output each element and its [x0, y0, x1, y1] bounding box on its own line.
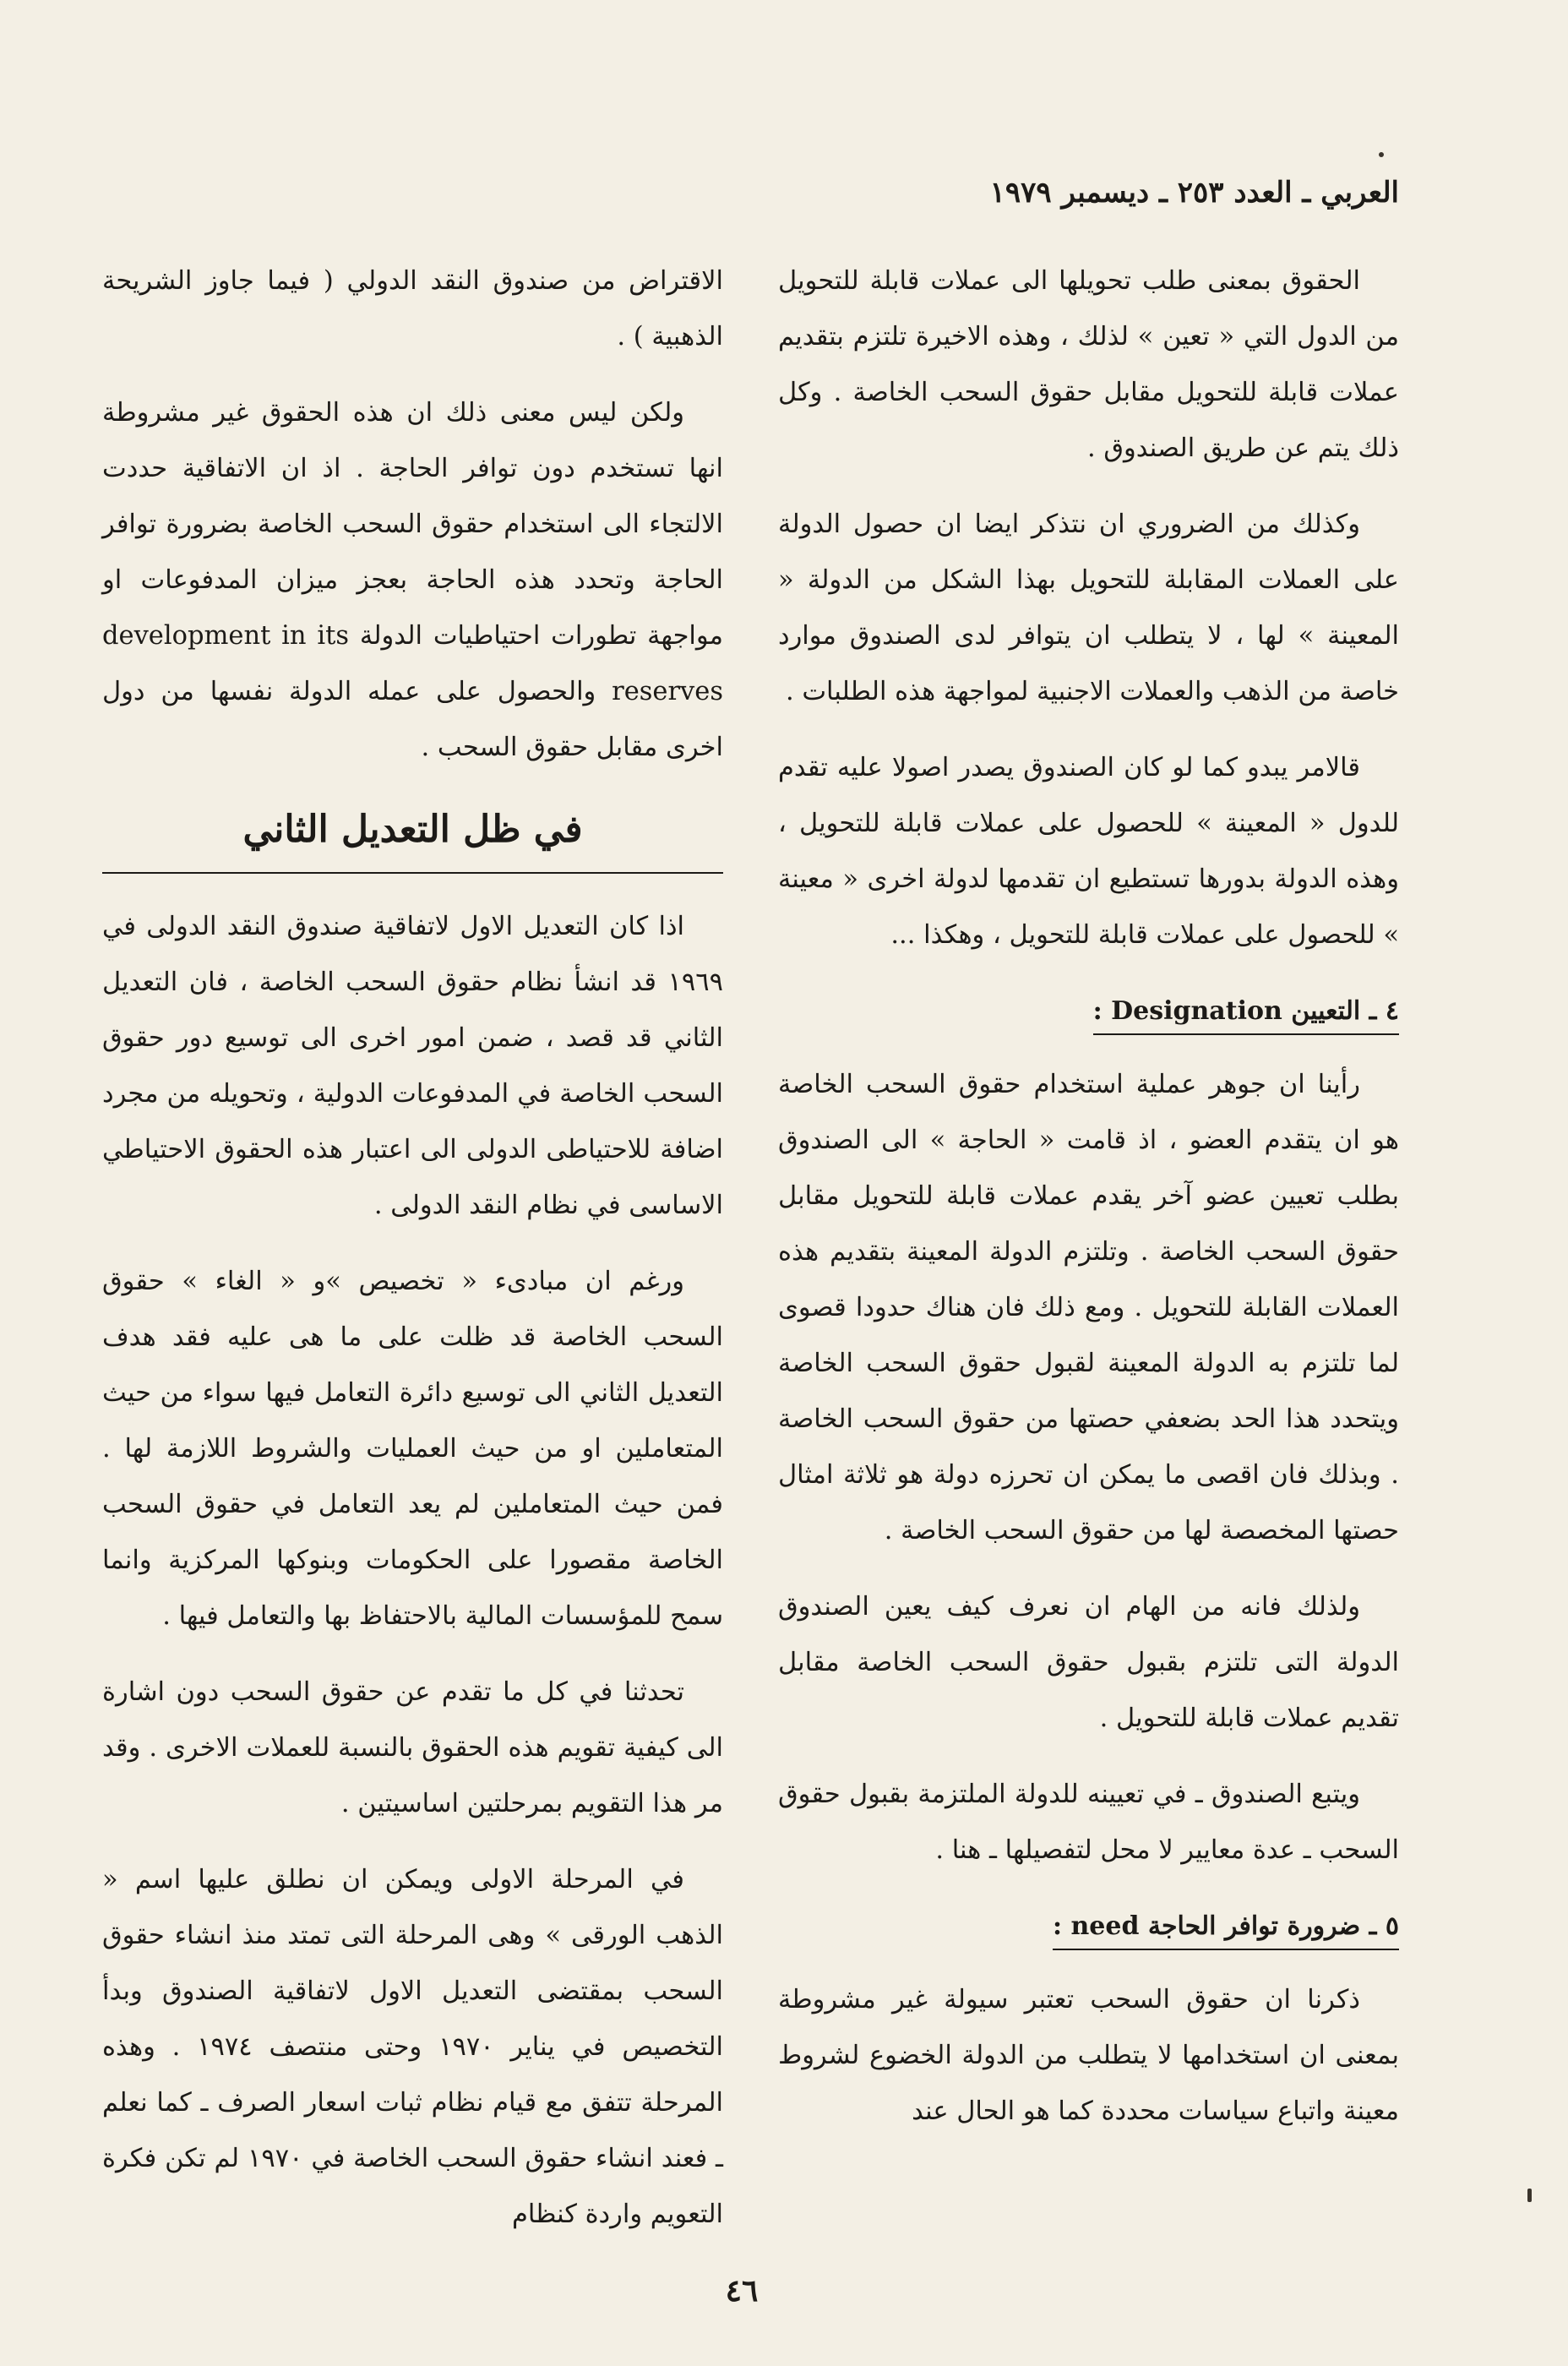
subheading-need: ٥ ـ ضرورة توافر الحاجة need :: [1053, 1905, 1399, 1950]
ink-speck: [1379, 152, 1384, 157]
paragraph: ورغم ان مبادىء « تخصيص »و « الغاء » حقوق السحب الخاصة قد ظلت على ما هى عليه فقد هدف التعديل الثاني الى توسيع دائرة التعامل فيها سواء من حيث المتعاملين او من حيث العمليات والشروط اللازمة لها . فمن حيث المتعاملين لم يعد التعامل في حقوق السحب الخاصة مقصورا على الحكومات وبنوكها المركزية وانما سمح للمؤسسات المالية بالاحتفاظ بها والتعامل فيها .: [102, 1267, 723, 1631]
paragraph: ذكرنا ان حقوق السحب تعتبر سيولة غير مشروطة بمعنى ان استخدامها لا يتطلب من الدولة الخضوع لشروط معينة واتباع سياسات محددة كما هو الحال عند: [778, 1985, 1399, 2126]
paragraph: ويتبع الصندوق ـ في تعيينه للدولة الملتزمة بقبول حقوق السحب ـ عدة معايير لا محل لتفصيلها ـ هنا .: [778, 1780, 1399, 1865]
paragraph: الاقتراض من صندوق النقد الدولي ( فيما جاوز الشريحة الذهبية ) .: [102, 266, 723, 352]
section-title: في ظل التعديل الثاني: [102, 796, 723, 874]
paragraph: قالامر يبدو كما لو كان الصندوق يصدر اصولا عليه تقدم للدول « المعينة » للحصول على عملات قابلة للتحويل ، وهذه الدولة بدورها تستطيع ان تقدمها لدولة اخرى « معينة » للحصول على عملات قابلة للتحويل ، وهكذا ...: [778, 753, 1399, 950]
paragraph: الحقوق بمعنى طلب تحويلها الى عملات قابلة للتحويل من الدول التي « تعين » لذلك ، وهذه الاخيرة تلتزم بتقديم عملات قابلة للتحويل مقابل حقوق السحب الخاصة . وكل ذلك يتم عن طريق الصندوق .: [778, 266, 1399, 463]
paragraph: رأينا ان جوهر عملية استخدام حقوق السحب الخاصة هو ان يتقدم العضو ، اذ قامت « الحاجة » الى الصندوق بطلب تعيين عضو آخر يقدم عملات قابلة للتحويل مقابل حقوق السحب الخاصة . وتلتزم الدولة المعينة بتقديم هذه العملات القابلة للتحويل . ومع ذلك فان هناك حدودا قصوى لما تلتزم به الدولة المعينة لقبول حقوق السحب الخاصة ويتحدد هذا الحد بضعفي حصتها من حقوق السحب الخاصة . وبذلك فان اقصى ما يمكن ان تحرزه دولة هو ثلاثة امثال حصتها المخصصة لها من حقوق السحب الخاصة .: [778, 1070, 1399, 1546]
paragraph: في المرحلة الاولى ويمكن ان نطلق عليها اسم « الذهب الورقى » وهى المرحلة التى تمتد منذ انشاء حقوق السحب بمقتضى التعديل الاول لاتفاقية الصندوق وبدأ التخصيص في يناير ١٩٧٠ وحتى منتصف ١٩٧٤ . وهذه المرحلة تتفق مع قيام نظام ثبات اسعار الصرف ـ كما نعلم ـ فعند انشاء حقوق السحب الخاصة في ١٩٧٠ لم تكن فكرة التعويم واردة كنظام: [102, 1865, 723, 2229]
subheading-designation: ٤ ـ التعيين Designation :: [1093, 989, 1399, 1035]
paragraph: وكذلك من الضروري ان نتذكر ايضا ان حصول الدولة على العملات المقابلة للتحويل بهذا الشكل من الدولة « المعينة » لها ، لا يتطلب ان يتوافر لدى الصندوق موارد خاصة من الذهب والعملات الاجنبية لمواجهة هذه الطلبات .: [778, 510, 1399, 706]
ink-speck: [1527, 2189, 1532, 2202]
paragraph: اذا كان التعديل الاول لاتفاقية صندوق النقد الدولى في ١٩٦٩ قد انشأ نظام حقوق السحب الخاصة ، فان التعديل الثاني قد قصد ، ضمن امور اخرى الى توسيع دور حقوق السحب الخاصة في المدفوعات الدولية ، وتحويله من مجرد اضافة للاحتياطى الدولى الى اعتبار هذه الحقوق الاحتياطي الاساسى في نظام النقد الدولى .: [102, 912, 723, 1220]
paragraph: ولكن ليس معنى ذلك ان هذه الحقوق غير مشروطة انها تستخدم دون توافر الحاجة . اذ ان الاتفاقية حددت الالتجاء الى استخدام حقوق السحب الخاصة بضرورة توافر الحاجة وتحدد هذه الحاجة بعجز ميزان المدفوعات او مواجهة تطورات احتياطيات الدولة development in its reserves والحصول على عمله الدولة نفسها من دول اخرى مقابل حقوق السحب .: [102, 398, 723, 762]
page-number: ٤٦: [725, 2273, 759, 2309]
paragraph: تحدثنا في كل ما تقدم عن حقوق السحب دون اشارة الى كيفية تقويم هذه الحقوق بالنسبة للعملات الاخرى . وقد مر هذا التقويم بمرحلتين اساسيتين .: [102, 1677, 723, 1818]
paragraph: ولذلك فانه من الهام ان نعرف كيف يعين الصندوق الدولة التى تلتزم بقبول حقوق السحب الخاصة مقابل تقديم عملات قابلة للتحويل .: [778, 1592, 1399, 1733]
running-header: العربي ـ العدد ٢٥٣ ـ ديسمبر ١٩٧٩: [989, 176, 1399, 210]
left-column: [102, 254, 723, 2263]
right-column: [778, 254, 1399, 2160]
